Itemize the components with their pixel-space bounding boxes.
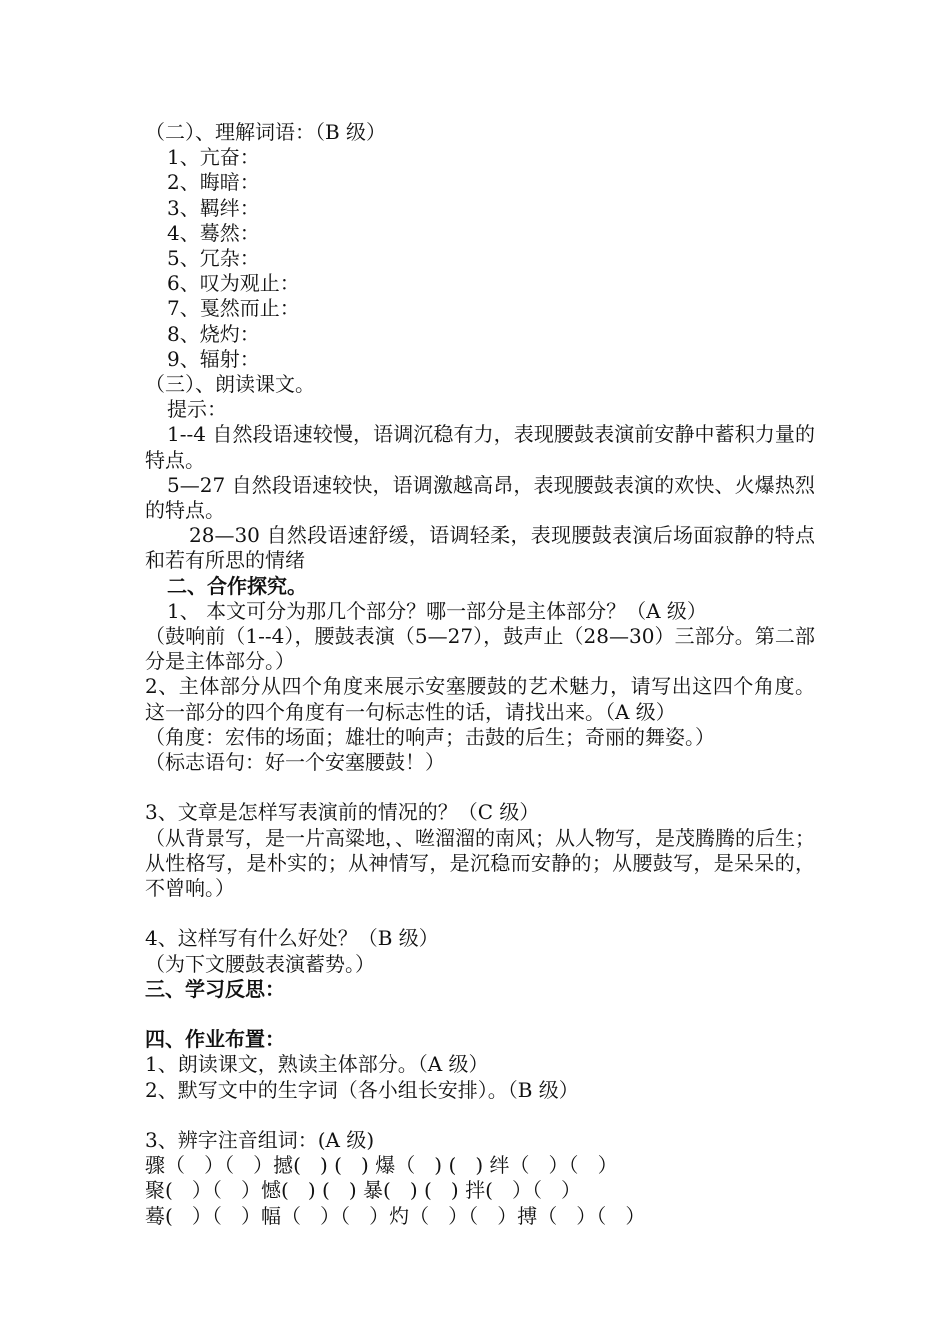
question: 3、文章是怎样写表演前的情况的？（C 级） (145, 800, 540, 825)
question: 4、这样写有什么好处？（B 级） (145, 926, 439, 951)
question: 2、主体部分从四个角度来展示安塞腰鼓的艺术魅力，请写出这四个角度。这一部分的四个角度有一句标志性的话，请找出来。（A 级） (145, 674, 815, 724)
vocab-item: 8、烧灼： (167, 321, 260, 346)
vocab-item: 6、叹为观止： (167, 271, 300, 296)
document-page (145, 120, 815, 1229)
homework-item: 1、朗读课文，熟读主体部分。（A 级） (145, 1052, 489, 1077)
answer: （鼓响前（1--4），腰鼓表演（5—27），鼓声止（28—30）三部分。第二部分是主体部分。） (145, 624, 815, 674)
vocab-item: 7、戛然而止： (167, 296, 300, 321)
vocab-item: 2、晦暗： (167, 170, 260, 195)
tip-label: 提示： (167, 397, 227, 422)
tip-paragraph (145, 422, 815, 472)
part-heading: 二、合作探究。 (167, 573, 307, 598)
answer: （从背景写，是一片高粱地，、咝溜溜的南风；从人物写，是茂腾腾的后生；从性格写，是朴实的；从神情写，是沉稳而安静的；从腰鼓写，是呆呆的，不曾响。） (145, 825, 815, 901)
tip-text: 1--4 自然段语速较慢，语调沉稳有力，表现腰鼓表演前安静中蓄积力量的特点。 (145, 422, 815, 472)
tip-paragraph (145, 473, 815, 523)
blank-line (145, 1103, 815, 1128)
section-heading: （二）、理解词语：（B 级） (145, 120, 387, 144)
section-heading: （三）、朗读课文。 (145, 372, 315, 397)
answer: （为下文腰鼓表演蓄势。） (145, 951, 375, 976)
answer: （标志语句：好一个安塞腰鼓！） (145, 750, 445, 775)
homework-item: 2、默写文中的生字词（各小组长安排）。（B 级） (145, 1077, 579, 1102)
blank-line (145, 1002, 815, 1027)
tip-text: 5—27 自然段语速较快，语调激越高昂，表现腰鼓表演的欢快、火爆热烈的特点。 (145, 472, 815, 523)
vocab-item: 5、冗杂： (167, 246, 260, 271)
vocab-item: 1、亢奋： (167, 145, 260, 170)
exercise-row: 蓦( ）（ ）幅（ ）（ ）灼（ ）（ ）搏（ ）（ ） (145, 1203, 646, 1228)
vocab-item: 4、蓦然： (167, 220, 260, 245)
exercise-row: 骤（ ）（ ）撼( ) ( ) 爆（ ) ( ) 绊（ ）（ ） (145, 1153, 618, 1178)
answer: （角度：宏伟的场面；雄壮的响声；击鼓的后生；奇丽的舞姿。） (145, 724, 715, 749)
tip-text: 28—30 自然段语速舒缓，语调轻柔，表现腰鼓表演后场面寂静的特点和若有所思的情绪 (145, 523, 815, 573)
part-heading: 三、学习反思： (145, 976, 285, 1001)
blank-line (145, 775, 815, 800)
blank-line (145, 901, 815, 926)
vocab-item: 3、羁绊： (167, 195, 260, 220)
vocab-item: 9、辐射： (167, 346, 260, 371)
exercise-row: 聚( ）（ ）憾( ) ( ) 暴( ) ( ) 拌( ）（ ） (145, 1178, 582, 1203)
homework-item: 3、辨字注音组词：(A 级) (145, 1128, 375, 1153)
question: 1、 本文可分为那几个部分？哪一部分是主体部分？（A 级） (167, 598, 707, 623)
part-heading: 四、作业布置： (145, 1027, 285, 1052)
tip-paragraph (145, 523, 815, 573)
